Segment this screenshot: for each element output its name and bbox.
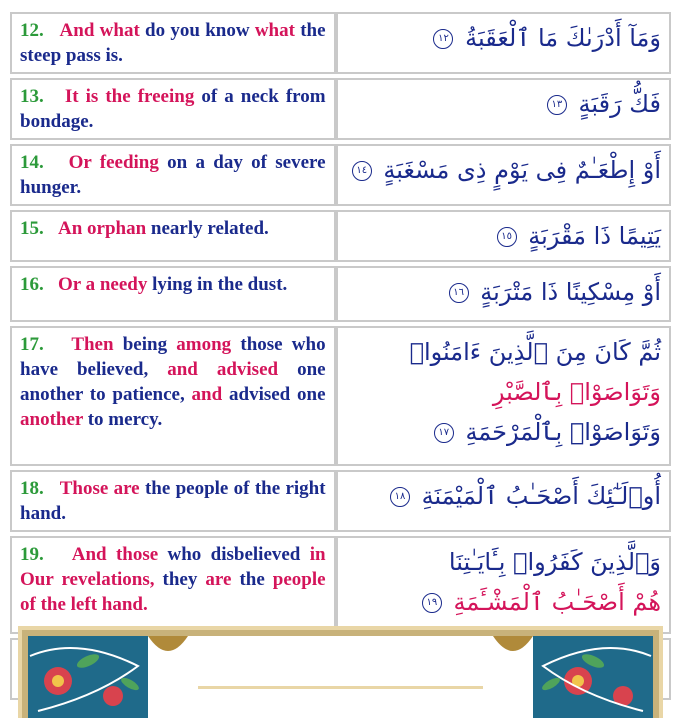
highlight-text: and xyxy=(191,384,223,405)
verse-arabic xyxy=(336,470,671,532)
highlight-text: people of the left hand. xyxy=(20,569,326,615)
ornament-svg xyxy=(18,626,663,718)
highlight-text: And those xyxy=(71,544,159,565)
verse-english xyxy=(10,12,336,74)
verse-table xyxy=(10,8,671,704)
verse-text: the people of the right hand. xyxy=(20,478,326,524)
arabic-line xyxy=(346,582,661,622)
verse-text: advised one xyxy=(222,384,326,405)
arabic-text: أُو۟لَـٰٓئِكَ أَصْحَـٰبُ ٱلْمَيْمَنَةِ xyxy=(421,482,661,510)
verse-number: 13. xyxy=(20,86,65,107)
highlight-text: another xyxy=(20,409,83,430)
arabic-line xyxy=(346,18,661,58)
verse-arabic xyxy=(336,536,671,634)
verse-arabic xyxy=(336,266,671,322)
verse-english xyxy=(10,470,336,532)
arabic-text: ثُمَّ كَانَ مِنَ ٱلَّذِينَ ءَامَنُوا۟ xyxy=(409,338,661,366)
highlight-text: Those xyxy=(59,478,109,499)
arabic-text: وَمَآ أَدْرَىٰكَ مَا ٱلْعَقَبَةُ xyxy=(465,24,661,52)
verse-row xyxy=(10,266,671,322)
verse-end-mark-icon: ١٤ xyxy=(352,161,372,181)
verse-text: of a neck from bondage. xyxy=(20,86,326,132)
highlight-text: what xyxy=(254,20,295,41)
highlight-text: among xyxy=(176,334,232,355)
arabic-text: فَكُّ رَقَبَةٍ xyxy=(578,90,661,118)
verse-english xyxy=(10,78,336,140)
verse-row xyxy=(10,144,671,206)
verse-number: 18. xyxy=(20,478,60,499)
verse-end-mark-icon: ١٨ xyxy=(390,487,410,507)
highlight-text: It is the freeing xyxy=(64,86,195,107)
verse-row xyxy=(10,470,671,532)
verse-end-mark-icon: ١٦ xyxy=(449,283,469,303)
arabic-text: يَتِيمًا ذَا مَقْرَبَةٍ xyxy=(528,222,661,250)
verse-row xyxy=(10,326,671,466)
verse-text: who disbelieved xyxy=(158,544,310,565)
verse-text: the xyxy=(231,569,273,590)
verse-arabic xyxy=(336,12,671,74)
highlight-text: Then xyxy=(71,334,114,355)
arabic-line xyxy=(346,272,661,312)
highlight-text: And what xyxy=(59,20,140,41)
verse-row xyxy=(10,536,671,634)
arabic-text: وَتَوَاصَوْا۟ بِٱلْمَرْحَمَةِ xyxy=(465,418,661,446)
verse-english xyxy=(10,210,336,262)
arabic-line xyxy=(346,150,661,190)
highlight-text: in Our revelations, xyxy=(20,544,326,590)
verse-number: 15. xyxy=(20,218,58,239)
verse-text: to mercy. xyxy=(82,409,163,430)
verse-number: 14. xyxy=(20,152,69,173)
verse-text: those who have believed, xyxy=(20,334,326,380)
arabic-text: أَوْ إِطْعَـٰمٌ فِى يَوْمٍ ذِى مَسْغَبَةٍ xyxy=(383,156,661,184)
verse-arabic xyxy=(336,78,671,140)
verse-row xyxy=(10,12,671,74)
verse-arabic xyxy=(336,144,671,206)
arabic-text: أَوْ مِسْكِينًا ذَا مَتْرَبَةٍ xyxy=(480,278,661,306)
verse-end-mark-icon: ١٣ xyxy=(547,95,567,115)
verse-text: on a day of severe hunger. xyxy=(20,152,326,198)
verse-english xyxy=(10,536,336,634)
verse-row xyxy=(10,78,671,140)
highlight-text: and advised xyxy=(167,359,279,380)
highlight-text: Or feeding xyxy=(68,152,159,173)
verse-number: 17. xyxy=(20,334,72,355)
arabic-text: وَٱلَّذِينَ كَفَرُوا۟ بِـَٔايَـٰتِنَا xyxy=(448,548,661,576)
verse-english xyxy=(10,266,336,322)
verse-text: the steep pass is. xyxy=(20,20,326,66)
arabic-line xyxy=(346,332,661,372)
floral-border-ornament xyxy=(18,626,663,718)
verse-text: they xyxy=(154,569,206,590)
arabic-line xyxy=(346,412,661,452)
verse-text: nearly related. xyxy=(146,218,269,239)
verse-number: 12. xyxy=(20,20,60,41)
verse-text: do you know xyxy=(139,20,255,41)
highlight-text: An orphan xyxy=(58,218,147,239)
arabic-line xyxy=(346,542,661,582)
arabic-line xyxy=(346,476,661,516)
arabic-line xyxy=(346,372,661,412)
verse-text: one another to patience, xyxy=(20,359,326,405)
highlight-text: are xyxy=(108,478,140,499)
verse-text: lying in the dust. xyxy=(147,274,288,295)
verse-end-mark-icon: ١٩ xyxy=(422,593,442,613)
verse-arabic xyxy=(336,210,671,262)
verse-english xyxy=(10,326,336,466)
arabic-line xyxy=(346,84,661,124)
verse-end-mark-icon: ١٥ xyxy=(497,227,517,247)
verse-end-mark-icon: ١٢ xyxy=(433,29,453,49)
arabic-line xyxy=(346,216,661,256)
arabic-text: وَتَوَاصَوْا۟ بِٱلصَّبْرِ xyxy=(492,378,661,406)
verse-arabic xyxy=(336,326,671,466)
arabic-text: هُمْ أَصْحَـٰبُ ٱلْمَشْـَٔمَةِ xyxy=(453,588,661,616)
verse-end-mark-icon: ١٧ xyxy=(434,423,454,443)
verse-row xyxy=(10,210,671,262)
highlight-text: are xyxy=(205,569,232,590)
verse-table-frame xyxy=(10,8,671,704)
verse-number: 19. xyxy=(20,544,72,565)
verse-number: 16. xyxy=(20,274,58,295)
verse-text: being xyxy=(113,334,177,355)
highlight-text: Or a needy xyxy=(58,274,148,295)
verse-english xyxy=(10,144,336,206)
